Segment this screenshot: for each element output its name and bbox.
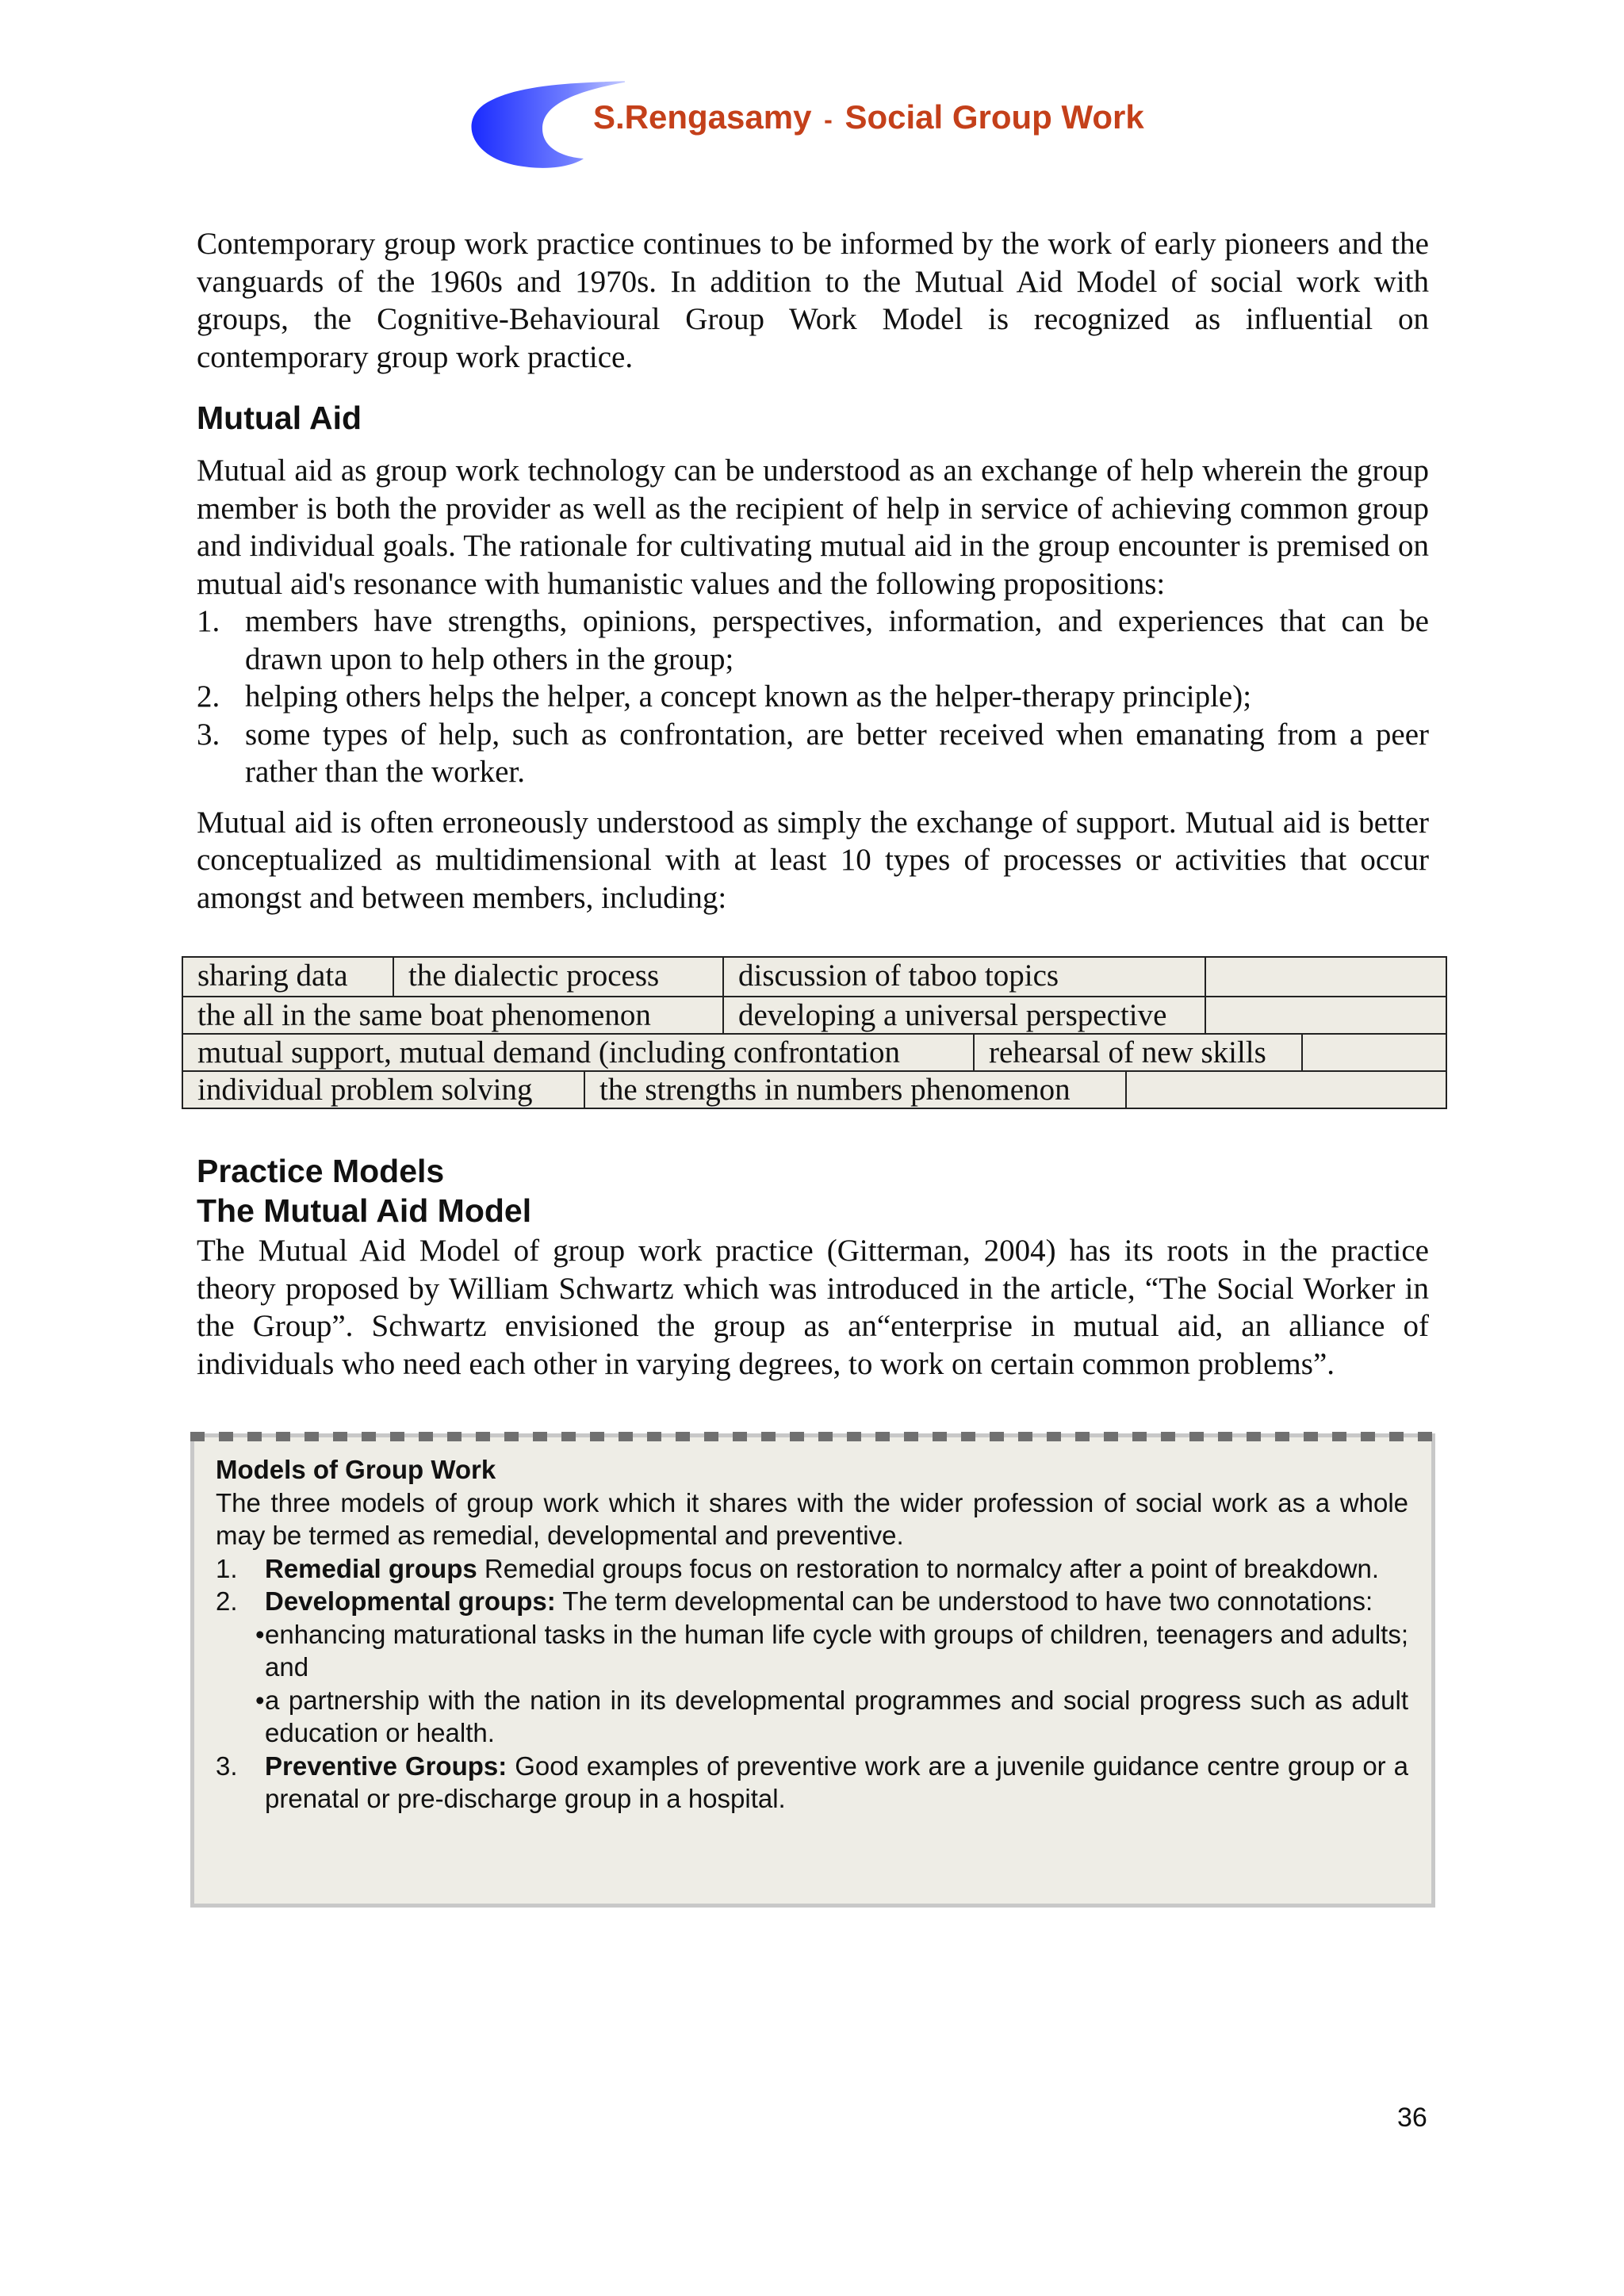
table-row [183, 1070, 1446, 1108]
table-cell: mutual support, mutual demand (including confrontation [197, 1035, 900, 1070]
table-cell-empty [1205, 997, 1446, 1033]
models-item-label: Preventive Groups: [265, 1751, 508, 1781]
table-cell: sharing data [197, 959, 348, 993]
table-cell: discussion of taboo topics [722, 958, 1205, 996]
proposition-text: helping others helps the helper, a concept known as the helper-therapy principle); [245, 679, 1252, 714]
proposition-item [197, 678, 1429, 716]
page-header [466, 76, 1148, 179]
table-cell-empty [1301, 1035, 1446, 1070]
proposition-text: some types of help, such as confrontation, are better received when emanating from a peer rather than the worker. [245, 717, 1429, 789]
models-list-item [216, 1552, 1408, 1586]
callout-dashed-border [190, 1432, 1435, 1441]
header-subject: Social Group Work [845, 98, 1144, 136]
bullet-item [255, 1618, 1408, 1684]
table-row [183, 1033, 1446, 1070]
models-item-text: Remedial groups focus on restoration to normalcy after a point of breakdown. [477, 1553, 1380, 1583]
header-title [593, 98, 1144, 136]
table-row [183, 958, 1446, 996]
table-cell: individual problem solving [197, 1073, 533, 1107]
proposition-number: 1. [197, 604, 220, 638]
mutual-aid-section [197, 452, 1429, 916]
table-cell: rehearsal of new skills [973, 1035, 1301, 1070]
bullet-icon: • [255, 1685, 265, 1715]
practice-models-heading: Practice Models [197, 1153, 445, 1189]
propositions-list [197, 603, 1429, 791]
table-cell: developing a universal perspective [722, 997, 1205, 1033]
mutual-aid-paragraph-2: Mutual aid is often erroneously understood as simply the exchange of support. Mutual aid is better conceptualized as multidimensional with at least 10 types of processes or activities that occur amongst and between members, including: [197, 805, 1429, 915]
developmental-bullets [255, 1618, 1408, 1750]
table-cell-empty [1205, 958, 1446, 996]
bullet-text: a partnership with the nation in its developmental programmes and social progress such as adult education or health. [265, 1685, 1408, 1747]
intro-text: Contemporary group work practice continues to be informed by the work of early pioneers and the vanguards of the 1960s and 1970s. In addition to the Mutual Aid Model of social work with groups, the Cognitive-Behavioural Group Work Model is recognized as influential on contemporary group work practice. [197, 227, 1429, 374]
models-item-number: 1. [216, 1553, 238, 1583]
proposition-number: 2. [197, 679, 220, 714]
models-item-text: The term developmental can be understood to have two connotations: [555, 1586, 1373, 1616]
intro-paragraph [197, 225, 1429, 376]
mutual-aid-heading: Mutual Aid [197, 400, 362, 436]
models-list-item [216, 1585, 1408, 1750]
processes-table [182, 956, 1447, 1109]
bullet-item [255, 1684, 1408, 1750]
page-number: 36 [1397, 2103, 1427, 2133]
models-list-item [216, 1750, 1408, 1816]
header-separator: - [824, 105, 833, 134]
proposition-item [197, 603, 1429, 678]
models-item-label: Developmental groups: [265, 1586, 556, 1616]
bullet-icon: • [255, 1619, 265, 1649]
proposition-item [197, 716, 1429, 791]
practice-models-section [197, 1232, 1429, 1383]
table-cell-empty [1125, 1072, 1446, 1108]
models-box-intro: The three models of group work which it shares with the wider profession of social work as a whole may be termed as remedial, developmental and preventive. [216, 1487, 1408, 1550]
table-cell: the strengths in numbers phenomenon [584, 1072, 1125, 1108]
table-cell: the dialectic process [393, 958, 722, 996]
models-item-label: Remedial groups [265, 1553, 477, 1583]
header-author: S.Rengasamy [593, 98, 812, 136]
table-cell: the all in the same boat phenomenon [197, 998, 651, 1032]
proposition-text: members have strengths, opinions, perspectives, information, and experiences that can be drawn upon to help others in the group; [245, 604, 1429, 676]
proposition-number: 3. [197, 717, 220, 752]
models-list [216, 1552, 1408, 1816]
mutual-aid-model-heading: The Mutual Aid Model [197, 1192, 532, 1229]
models-item-text: Good examples of preventive work are a juvenile guidance centre group or a prenatal or pre-discharge group in a hospital. [265, 1751, 1408, 1813]
mutual-aid-paragraph: Mutual aid as group work technology can be understood as an exchange of help wherein the group member is both the provider as well as the recipient of help in service of achieving common group and individual goals. The rationale for cultivating mutual aid in the group encounter is premised on mutual aid's resonance with humanistic values and the following propositions: [197, 453, 1429, 601]
models-callout-content [216, 1453, 1408, 1816]
models-item-number: 2. [216, 1586, 238, 1616]
models-item-number: 3. [216, 1751, 238, 1781]
bullet-text: enhancing maturational tasks in the human life cycle with groups of children, teenagers and adults; and [265, 1619, 1408, 1682]
models-box-title: Models of Group Work [216, 1455, 496, 1484]
table-row [183, 996, 1446, 1033]
practice-models-paragraph: The Mutual Aid Model of group work practice (Gitterman, 2004) has its roots in the practice theory proposed by William Schwartz which was introduced in the article, “The Social Worker in the Group”. Schwartz envisioned the group as an“enterprise in mutual aid, an alliance of individuals who need each other in varying degrees, to work on certain common problems”. [197, 1234, 1429, 1381]
